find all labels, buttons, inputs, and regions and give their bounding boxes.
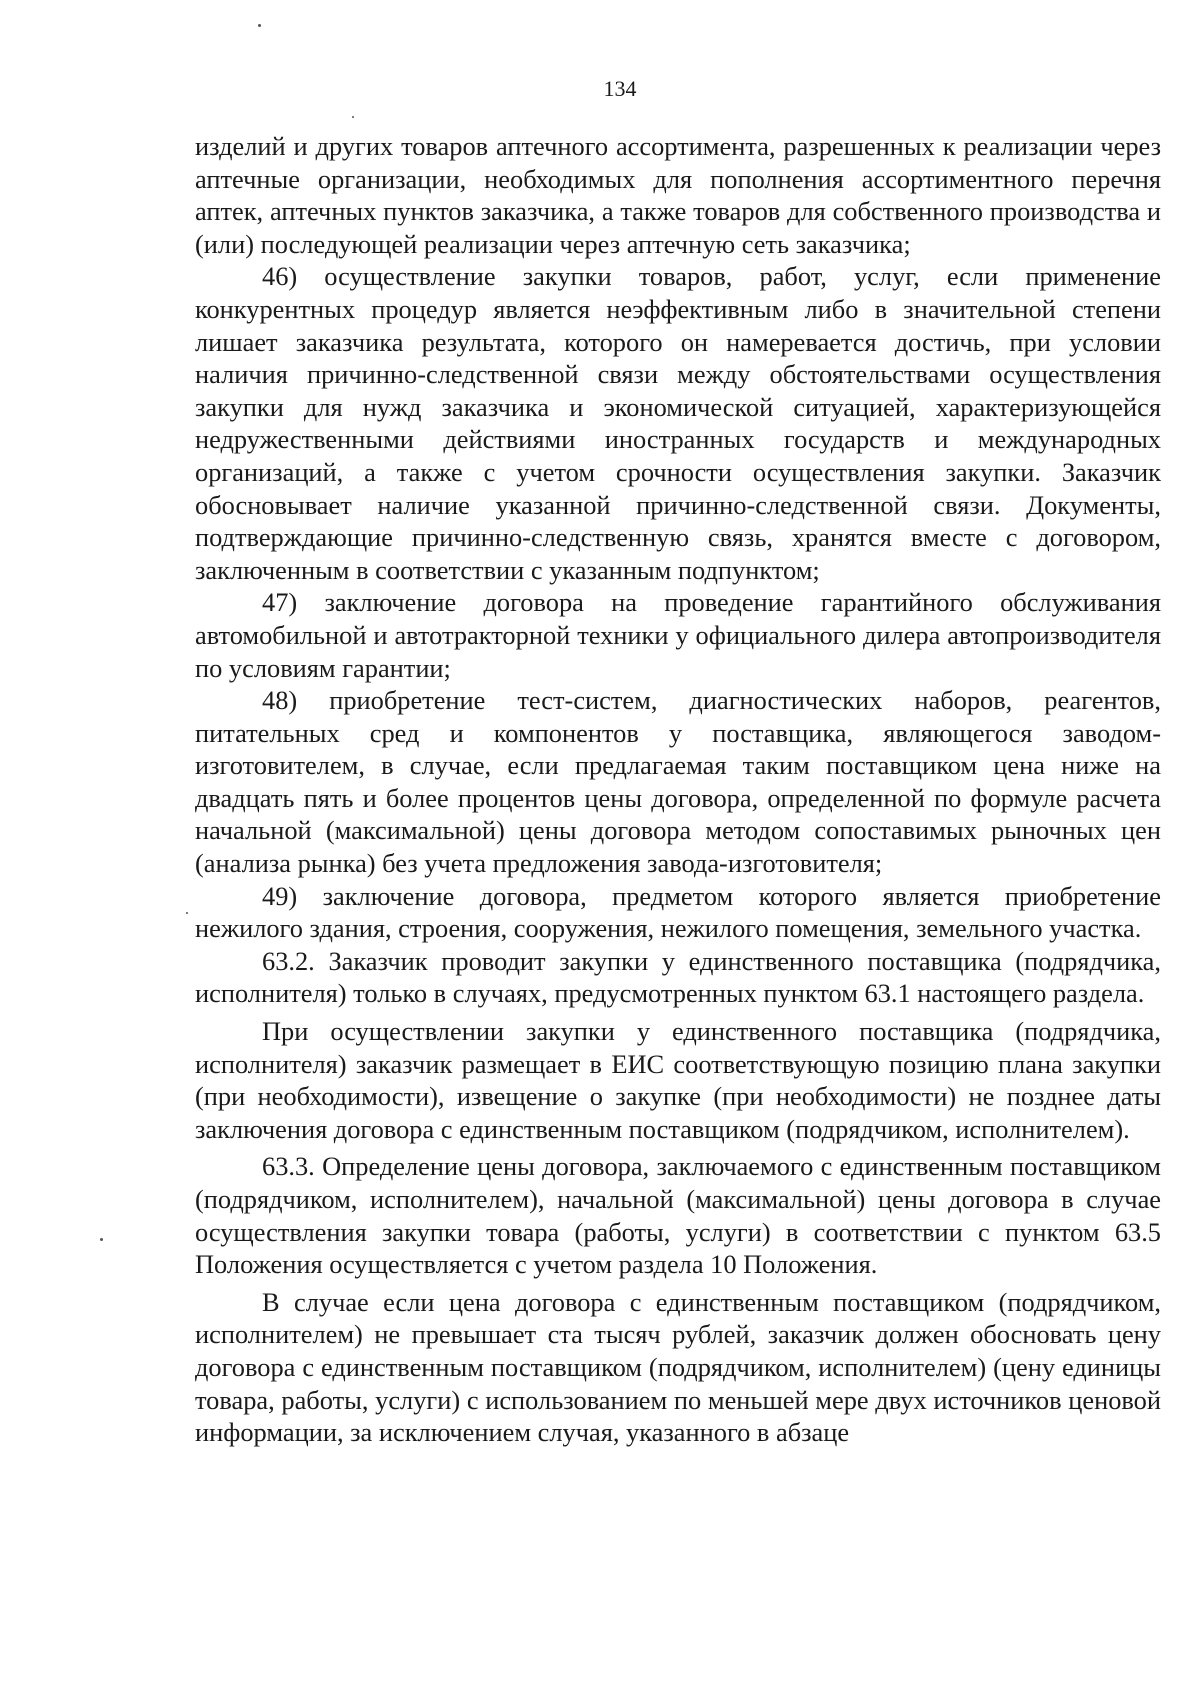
scan-speck xyxy=(100,1238,103,1241)
paragraph-item-48: 48) приобретение тест-систем, диагностических наборов, реагентов, питательных сред и компонентов у поставщика, являющегося заводом-изготовителем, в случае, если предлагаемая таким поставщиком цена ниже на двадцать пять и более процентов цены договора, определенной по формуле расчета начальной (максимальной) цены договора методом сопоставимых рыночных цен (анализа рынка) без учета предложения завода-изготовителя; xyxy=(195,685,1161,879)
paragraph-item-49: 49) заключение договора, предметом которого является приобретение нежилого здания, строения, сооружения, нежилого помещения, земельного участка. xyxy=(195,880,1161,944)
document-body xyxy=(195,130,1161,1449)
scan-speck xyxy=(258,24,261,27)
paragraph-clause-63-3-price: В случае если цена договора с единственным поставщиком (подрядчиком, исполнителем) не превышает ста тысяч рублей, заказчик должен обосновать цену договора с единственным поставщиком (подрядчиком, исполнителем) (цену единицы товара, работы, услуги) с использованием по меньшей мере двух источников ценовой информации, за исключением случая, указанного в абзаце xyxy=(195,1286,1161,1448)
paragraph-clause-63-2-eis: При осуществлении закупки у единственного поставщика (подрядчика, исполнителя) заказчик размещает в ЕИС соответствующую позицию плана закупки (при необходимости), извещение о закупке (при необходимости) не позднее даты заключения договора с единственным поставщиком (подрядчиком, исполнителем). xyxy=(195,1016,1161,1144)
page-number: 134 xyxy=(603,76,637,101)
scan-speck xyxy=(186,912,188,914)
paragraph-clause-63-2: 63.2. Заказчик проводит закупки у единственного поставщика (подрядчика, исполнителя) только в случаях, предусмотренных пунктом 63.1 настоящего раздела. xyxy=(195,945,1161,1009)
paragraph-continuation: изделий и других товаров аптечного ассортимента, разрешенных к реализации через аптечные организации, необходимых для пополнения ассортиментного перечня аптек, аптечных пунктов заказчика, а также товаров для собственного производства и (или) последующей реализации через аптечную сеть заказчика; xyxy=(195,131,1161,259)
scan-speck xyxy=(352,116,354,118)
paragraph-item-46: 46) осуществление закупки товаров, работ, услуг, если применение конкурентных процедур является неэффективным либо в значительной степени лишает заказчика результата, которого он намеревается достичь, при условии наличия причинно-следственной связи между обстоятельствами осуществления закупки для нужд заказчика и экономической ситуацией, характеризующейся недружественными действиями иностранных государств и международных организаций, а также с учетом срочности осуществления закупки. Заказчик обосновывает наличие указанной причинно-следственной связи. Документы, подтверждающие причинно-следственную связь, хранятся вместе с договором, заключенным в соответствии с указанным подпунктом; xyxy=(195,261,1161,585)
paragraph-clause-63-3: 63.3. Определение цены договора, заключаемого с единственным поставщиком (подрядчиком, исполнителем), начальной (максимальной) цены договора в случае осуществления закупки товара (работы, услуги) в соответствии с пунктом 63.5 Положения осуществляется с учетом раздела 10 Положения. xyxy=(195,1151,1161,1280)
paragraph-item-47: 47) заключение договора на проведение гарантийного обслуживания автомобильной и автотракторной техники у официального дилера автопроизводителя по условиям гарантии; xyxy=(195,587,1161,683)
